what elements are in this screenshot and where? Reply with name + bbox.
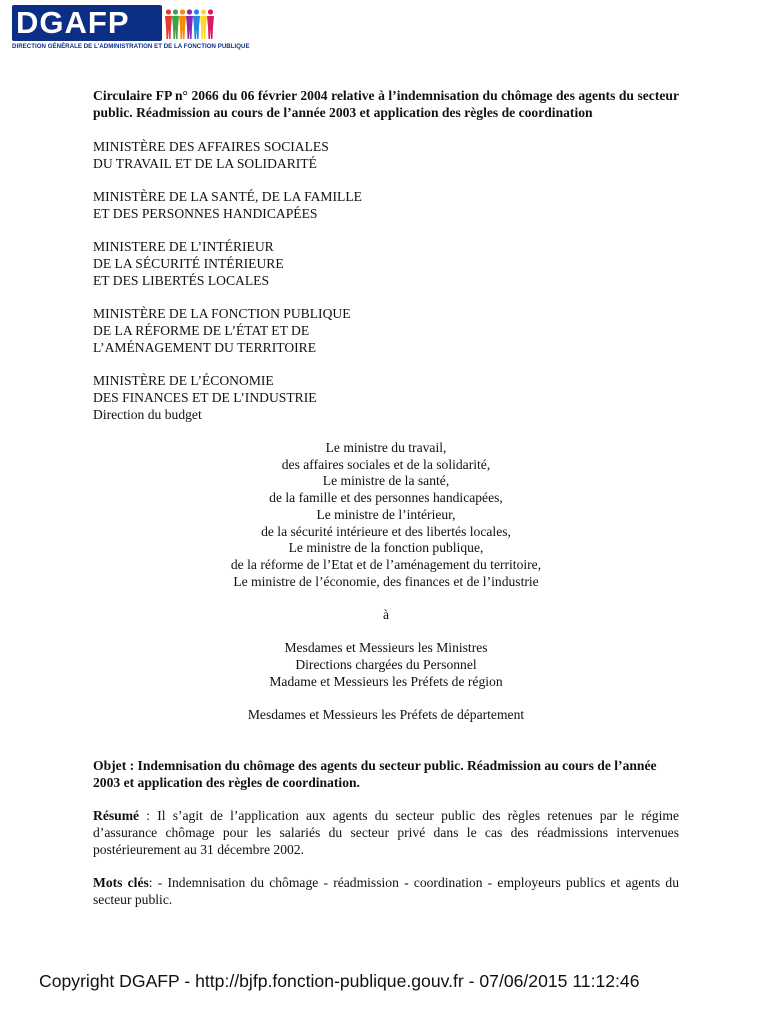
figure-head xyxy=(208,9,213,14)
figure-body xyxy=(207,16,214,39)
senders-block xyxy=(93,440,679,590)
addressee-line: Mesdames et Messieurs les Ministres xyxy=(284,640,488,656)
ministry-line: MINISTÈRE DE LA FONCTION PUBLIQUE xyxy=(93,306,351,321)
to-word: à xyxy=(382,607,390,623)
resume-paragraph xyxy=(93,807,679,858)
ministry-line: ET DES LIBERTÉS LOCALES xyxy=(93,273,270,288)
ministry-line: DES FINANCES ET DE L’INDUSTRIE xyxy=(93,390,317,405)
figure-body xyxy=(179,16,186,39)
figure-head xyxy=(194,9,199,14)
sender-line: des affaires sociales et de la solidarité, xyxy=(281,456,491,472)
copyright-footer: Copyright DGAFP - http://bjfp.fonction-publique.gouv.fr - 07/06/2015 11:12:46 xyxy=(39,971,640,991)
sender-line: de la famille et des personnes handicapées, xyxy=(269,490,503,506)
ministries-block xyxy=(93,138,679,423)
ministry-line: L’AMÉNAGEMENT DU TERRITOIRE xyxy=(93,340,317,355)
figure-body xyxy=(200,16,207,39)
figure-body xyxy=(172,16,179,39)
ministry-line: DU TRAVAIL ET DE LA SOLIDARITÉ xyxy=(93,156,317,171)
figure-body xyxy=(186,16,193,39)
sender-line: Le ministre de la fonction publique, xyxy=(288,540,484,556)
ministry-line: MINISTÈRE DES AFFAIRES SOCIALES xyxy=(93,139,329,154)
prefets-line: Mesdames et Messieurs les Préfets de département xyxy=(247,707,525,723)
logo-subtitle: DIRECTION GÉNÉRALE DE L'ADMINISTRATION ET DE LA FONCTION PUBLIQUE xyxy=(12,43,250,50)
figure-body xyxy=(165,16,172,39)
logo-text: DGAFP xyxy=(16,5,130,40)
figure-head xyxy=(173,9,178,14)
ministry-line: MINISTERE DE L’INTÉRIEUR xyxy=(93,239,274,254)
mots-cles-paragraph xyxy=(93,874,679,908)
ministry-heading xyxy=(93,188,679,222)
sender-line: de la réforme de l’Etat et de l’aménagement du territoire, xyxy=(230,556,542,572)
sender-line: Le ministre de l’intérieur, xyxy=(316,506,456,522)
objet-paragraph: Objet : Indemnisation du chômage des agents du secteur public. Réadmission au cours de l’année 2003 et application des règles de coordination. xyxy=(93,758,657,791)
addressee-line: Madame et Messieurs les Préfets de région xyxy=(269,674,503,690)
figure-head xyxy=(201,9,206,14)
addressee-line: Directions chargées du Personnel xyxy=(295,657,477,673)
document-body xyxy=(93,87,679,908)
sender-line: de la sécurité intérieure et des libertés locales, xyxy=(261,523,511,539)
ministry-heading xyxy=(93,238,679,289)
ministry-heading xyxy=(93,138,679,172)
figure-body xyxy=(193,16,200,39)
resume-label: Résumé xyxy=(93,808,140,824)
figure-head xyxy=(187,9,192,14)
document-title: Circulaire FP n° 2066 du 06 février 2004 relative à l’indemnisation du chômage des agents du secteur public. Réadmission au cours de l’année 2003 et application des règles de coordination xyxy=(93,88,679,120)
resume-text: : Il s’agit de l’application aux agents du secteur public des règles retenues par le régime d’assurance chômage pour les salariés du secteur privé dans le cas des réadmissions intervenues postérieurement au 31 décembre 2002. xyxy=(93,808,679,858)
mots-cles-label: Mots clés xyxy=(93,875,149,891)
figure-head xyxy=(166,9,171,14)
sender-line: Le ministre de la santé, xyxy=(322,473,450,489)
ministry-heading xyxy=(93,305,679,356)
ministry-line: DE LA RÉFORME DE L’ÉTAT ET DE xyxy=(93,323,310,338)
logo-box xyxy=(12,5,162,41)
figure-head xyxy=(180,9,185,14)
sender-line: Le ministre du travail, xyxy=(325,440,447,455)
dgafp-logo xyxy=(12,5,250,53)
addressees-block xyxy=(93,639,679,690)
ministry-heading xyxy=(93,372,679,423)
sender-line: Le ministre de l’économie, des finances et de l’industrie xyxy=(233,573,539,589)
people-figures-icon xyxy=(162,5,217,41)
mots-cles-text: : - Indemnisation du chômage - réadmission - coordination - employeurs publics et agents du secteur public. xyxy=(93,875,679,908)
ministry-line: MINISTÈRE DE L’ÉCONOMIE xyxy=(93,373,274,388)
ministry-line: ET DES PERSONNES HANDICAPÉES xyxy=(93,206,318,221)
ministry-line: Direction du budget xyxy=(93,407,202,422)
ministry-line: DE LA SÉCURITÉ INTÉRIEURE xyxy=(93,256,284,271)
ministry-line: MINISTÈRE DE LA SANTÉ, DE LA FAMILLE xyxy=(93,189,362,204)
